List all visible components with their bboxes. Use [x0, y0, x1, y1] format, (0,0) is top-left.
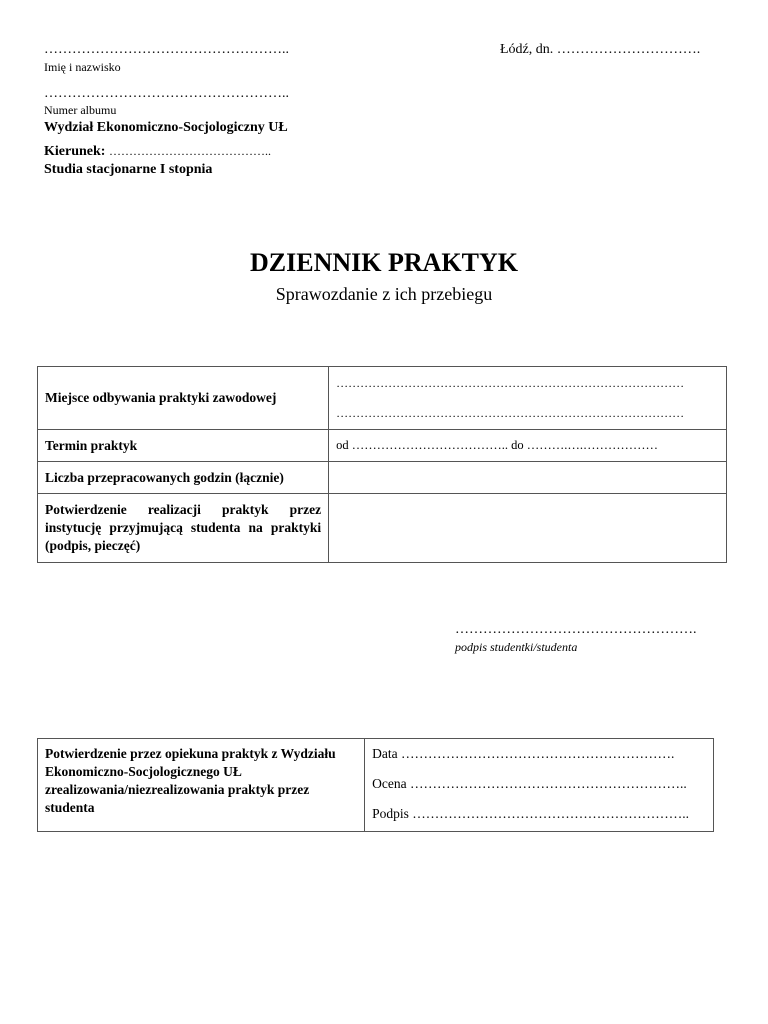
name-caption: Imię i nazwisko: [44, 60, 121, 74]
place-label: Miejsce odbywania praktyki zawodowej: [38, 367, 329, 430]
table-row: [38, 430, 727, 462]
title-block: [0, 248, 768, 278]
faculty: Wydział Ekonomiczno-Socjologiczny UŁ: [44, 120, 288, 135]
page-subtitle: Sprawozdanie z ich przebiegu: [275, 284, 493, 304]
hours-value[interactable]: [329, 462, 727, 494]
album-dots: ……………………………………………..: [44, 86, 289, 101]
signature-dots: …………………………………………….: [455, 622, 697, 637]
supervisor-label: Potwierdzenie przez opiekuna praktyk z Wydziału Ekonomiczno-Socjologicznego UŁ zrealizowania/niezrealizowania praktyk przez studenta: [38, 739, 365, 832]
signature-caption: podpis studentki/studenta: [455, 640, 578, 654]
place-value[interactable]: [329, 367, 727, 430]
kierunek-dots: …………………………………..: [108, 144, 271, 158]
term-label: Termin praktyk: [38, 430, 329, 462]
table-row: [38, 367, 727, 430]
studies: Studia stacjonarne I stopnia: [44, 162, 213, 177]
kierunek-label: Kierunek:: [44, 144, 106, 159]
hours-label: Liczba przepracowanych godzin (łącznie): [38, 462, 329, 494]
date-line: Data …………………………………………………….: [372, 746, 675, 761]
confirmation-label: [38, 494, 329, 563]
table-row: [38, 462, 727, 494]
confirmation-value[interactable]: [329, 494, 727, 563]
table-row: [38, 739, 714, 832]
signature-line: Podpis ……………………………………………………..: [372, 806, 689, 821]
kierunek: [44, 144, 271, 160]
place-value-line2: ……………………………………………………………………………: [336, 406, 685, 420]
name-dots: ……………………………………………..: [44, 42, 289, 57]
place-date: Łódź, dn. ………………………….: [500, 42, 701, 57]
album-caption: Numer albumu: [44, 103, 117, 117]
grade-line: Ocena ……………………………………………………..: [372, 776, 687, 791]
table-row: [38, 494, 727, 563]
page-title: DZIENNIK PRAKTYK: [250, 248, 518, 277]
term-value[interactable]: od ……………………………….. do ……….….………………: [329, 430, 727, 462]
supervisor-table: [37, 738, 714, 832]
supervisor-fields[interactable]: [365, 739, 714, 832]
place-value-line1: ……………………………………………………………………………: [336, 376, 685, 390]
practice-table: [37, 366, 727, 563]
confirmation-label-text: Potwierdzenie realizacji praktyk przez instytucję przyjmującą studenta na praktyki (podpis, pieczęć): [45, 502, 322, 553]
